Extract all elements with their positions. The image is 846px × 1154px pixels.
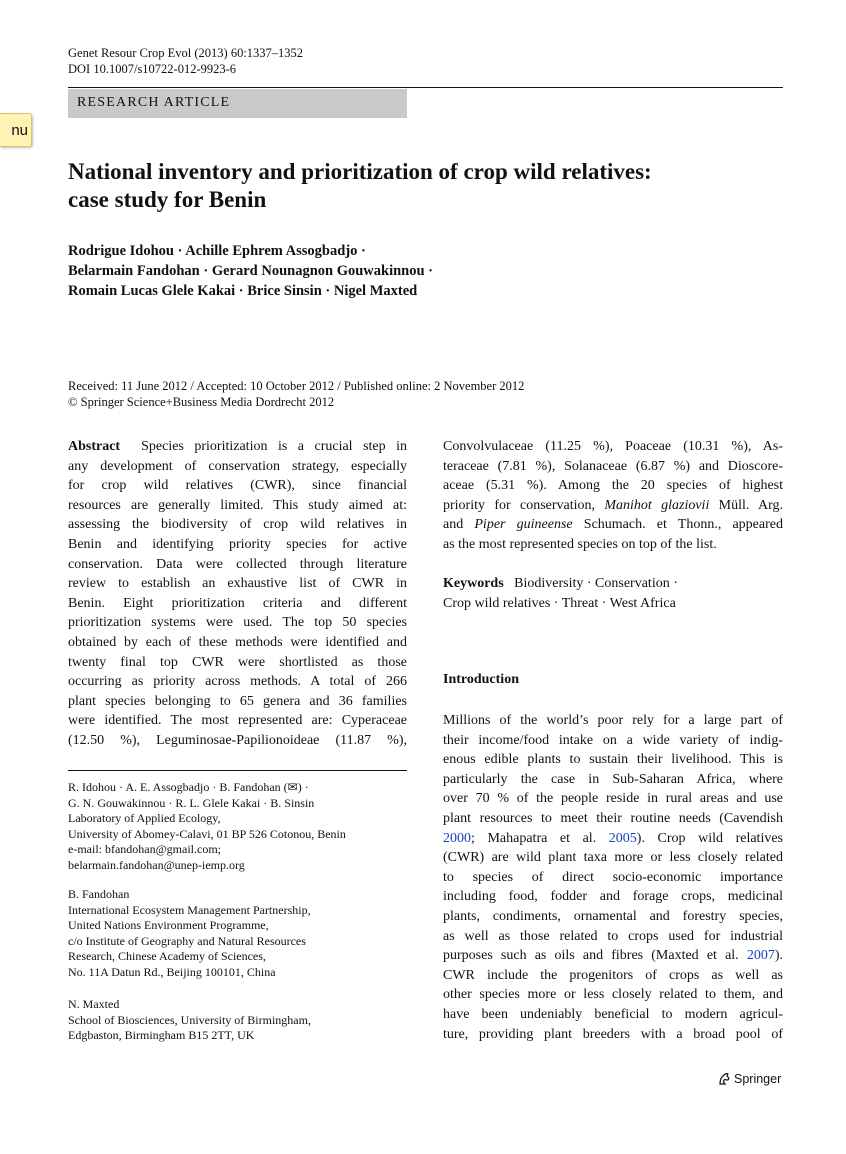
citation-link[interactable]: 2000	[443, 830, 471, 846]
header-rule	[68, 87, 783, 88]
abstract-line: conservation. Data were collected through literature	[68, 556, 407, 572]
intro-line: ture, providing plant breeders with a broad pool of	[443, 1026, 783, 1042]
publisher-name: Springer	[734, 1072, 782, 1086]
affiliation-block	[68, 780, 346, 874]
springer-horse-icon	[717, 1072, 731, 1086]
abstract-line: Abstract Species prioritization is a crucial step in	[68, 439, 408, 454]
abstract-line: aceae (5.31 %). Among the 20 species of highest	[443, 478, 783, 494]
affiliation-line: R. Idohou · A. E. Assogbadjo · B. Fandohan (✉) ·	[68, 780, 309, 794]
intro-line: to species of direct socio-economic importance	[443, 869, 783, 885]
intro-line: purposes such as oils and fibres (Maxted et al. 2007).	[443, 948, 783, 964]
abstract-line: prioritization systems were used. The top 50 species	[68, 615, 407, 631]
intro-line: have been undeniably beneficial to modern agricul-	[443, 1006, 783, 1022]
affiliation-line: G. N. Gouwakinnou · R. L. Glele Kakai · B. Sinsin	[68, 795, 315, 810]
author-line: Belarmain Fandohan · Gerard Nounagnon Gouwakinnou ·	[68, 263, 434, 279]
affiliation-line: No. 11A Datun Rd., Beijing 100101, China	[68, 964, 276, 979]
species-name: Piper guineense	[474, 517, 573, 533]
affiliation-line: International Ecosystem Management Partnership,	[68, 902, 311, 917]
affiliation-block	[68, 887, 311, 981]
affiliation-line: Edgbaston, Birmingham B15 2TT, UK	[68, 1028, 255, 1043]
abstract-line: any development of conservation strategy, especially	[68, 458, 407, 474]
keywords-heading: Keywords	[443, 576, 504, 591]
intro-line: over 70 % of the people reside in rural areas and use	[443, 791, 783, 807]
affiliation-line: c/o Institute of Geography and Natural Resources	[68, 933, 306, 948]
email-line[interactable]: e-mail: bfandohan@gmail.com;	[68, 842, 222, 857]
intro-line: as well as those related to crops used for industrial	[443, 928, 783, 944]
citation-link[interactable]: 2005	[608, 830, 637, 846]
abstract-line: (12.50 %), Leguminosae-Papilionoideae (11.87 %),	[68, 732, 407, 748]
article-type: RESEARCH ARTICLE	[77, 95, 231, 110]
intro-line: enous edible plants to sustain their livelihood. This is	[443, 752, 783, 768]
title-line: case study for Benin	[68, 187, 267, 212]
title-line: National inventory and prioritization of crop wild relatives:	[68, 159, 652, 184]
abstract-line: resources are generally limited. This study aimed at:	[68, 497, 407, 513]
abstract-line: priority for conservation, Manihot glaziovii Müll. Arg.	[443, 497, 783, 513]
author-list	[68, 241, 433, 301]
intro-line: plant resources to meet their routine needs (Cavendish	[443, 810, 783, 826]
abstract-line: and Piper guineense Schumach. et Thonn., appeared	[443, 517, 783, 533]
abstract-line: assessing the biodiversity of crop wild relatives in	[68, 517, 407, 533]
abstract-line: Benin and identifying priority species for active	[68, 536, 407, 552]
side-tab[interactable]: nu	[0, 113, 32, 147]
footnote-rule	[68, 770, 407, 771]
email-line[interactable]: belarmain.fandohan@unep-iemp.org	[68, 857, 245, 872]
abstract-line: teraceae (7.81 %), Solanaceae (6.87 %) and Dioscore-	[443, 458, 783, 474]
keywords-line: Crop wild relatives · Threat · West Africa	[443, 595, 676, 611]
abstract-line: were identified. The most represented are: Cyperaceae	[68, 713, 407, 729]
paper-title	[68, 158, 783, 214]
publication-dates	[68, 378, 524, 410]
abstract	[68, 437, 407, 751]
abstract-continued	[443, 437, 783, 555]
intro-line: (CWR) are wild plant taxa more or less closely related	[443, 850, 783, 866]
received-dates: Received: 11 June 2012 / Accepted: 10 October 2012 / Published online: 2 November 2012	[68, 379, 525, 393]
copyright: © Springer Science+Business Media Dordrecht 2012	[68, 395, 335, 409]
abstract-line: Convolvulaceae (11.25 %), Poaceae (10.31 %), As-	[443, 439, 783, 454]
abstract-line: obtained by each of these methods were identified and	[68, 634, 407, 650]
intro-line: plants, condiments, ornamental and forestry species,	[443, 908, 783, 924]
intro-line: CWR include the progenitors of crops as well as	[443, 967, 783, 983]
journal-header	[68, 45, 303, 77]
affiliation-line: Research, Chinese Academy of Sciences,	[68, 949, 266, 964]
abstract-line: twenty final top CWR were shortlisted as those	[68, 654, 407, 670]
affiliation-line: United Nations Environment Programme,	[68, 918, 269, 933]
affiliation-block	[68, 997, 311, 1044]
abstract-heading: Abstract	[68, 439, 121, 454]
affiliation-line: School of Biosciences, University of Birmingham,	[68, 1012, 311, 1027]
affiliation-line: Laboratory of Applied Ecology,	[68, 811, 221, 826]
author-line: Romain Lucas Glele Kakai · Brice Sinsin · Nigel Maxted	[68, 283, 418, 299]
abstract-line: plant species belonging to 65 genera and 36 families	[68, 693, 407, 709]
publisher-logo	[717, 1072, 781, 1086]
introduction-body	[443, 711, 783, 1044]
abstract-line: occurring as priority across methods. A total of 266	[68, 674, 407, 690]
affiliation-line: University of Abomey-Calavi, 01 BP 526 Cotonou, Benin	[68, 826, 346, 841]
affiliation-line: B. Fandohan	[68, 887, 130, 901]
intro-line: particularly the case in Sub-Saharan Africa, where	[443, 771, 783, 787]
keywords	[443, 574, 783, 613]
abstract-line: as the most represented species on top of the list.	[443, 536, 717, 552]
intro-line: their income/food intake on a wide variety of indig-	[443, 732, 783, 748]
section-heading-introduction: Introduction	[443, 672, 519, 687]
intro-line: other species more or less closely related to them, and	[443, 987, 783, 1003]
species-name: Manihot glaziovii	[604, 497, 710, 513]
author-line: Rodrigue Idohou · Achille Ephrem Assogbadjo ·	[68, 243, 366, 259]
affiliation-line: N. Maxted	[68, 997, 120, 1011]
intro-line: Millions of the world’s poor rely for a large part of	[443, 713, 783, 728]
doi: DOI 10.1007/s10722-012-9923-6	[68, 62, 237, 76]
abstract-line: review to establish an exhaustive list of CWR in	[68, 576, 407, 592]
journal-citation: Genet Resour Crop Evol (2013) 60:1337–1352	[68, 46, 304, 60]
intro-line: including food, fodder and forage crops, medicinal	[443, 889, 783, 905]
abstract-line: Benin. Eight prioritization criteria and different	[68, 595, 407, 611]
keywords-line: Keywords Biodiversity · Conservation ·	[443, 576, 678, 591]
abstract-line: for crop wild relatives (CWR), since financial	[68, 478, 407, 494]
citation-link[interactable]: 2007	[746, 948, 775, 964]
intro-line: 2000; Mahapatra et al. 2005). Crop wild relatives	[443, 830, 783, 846]
